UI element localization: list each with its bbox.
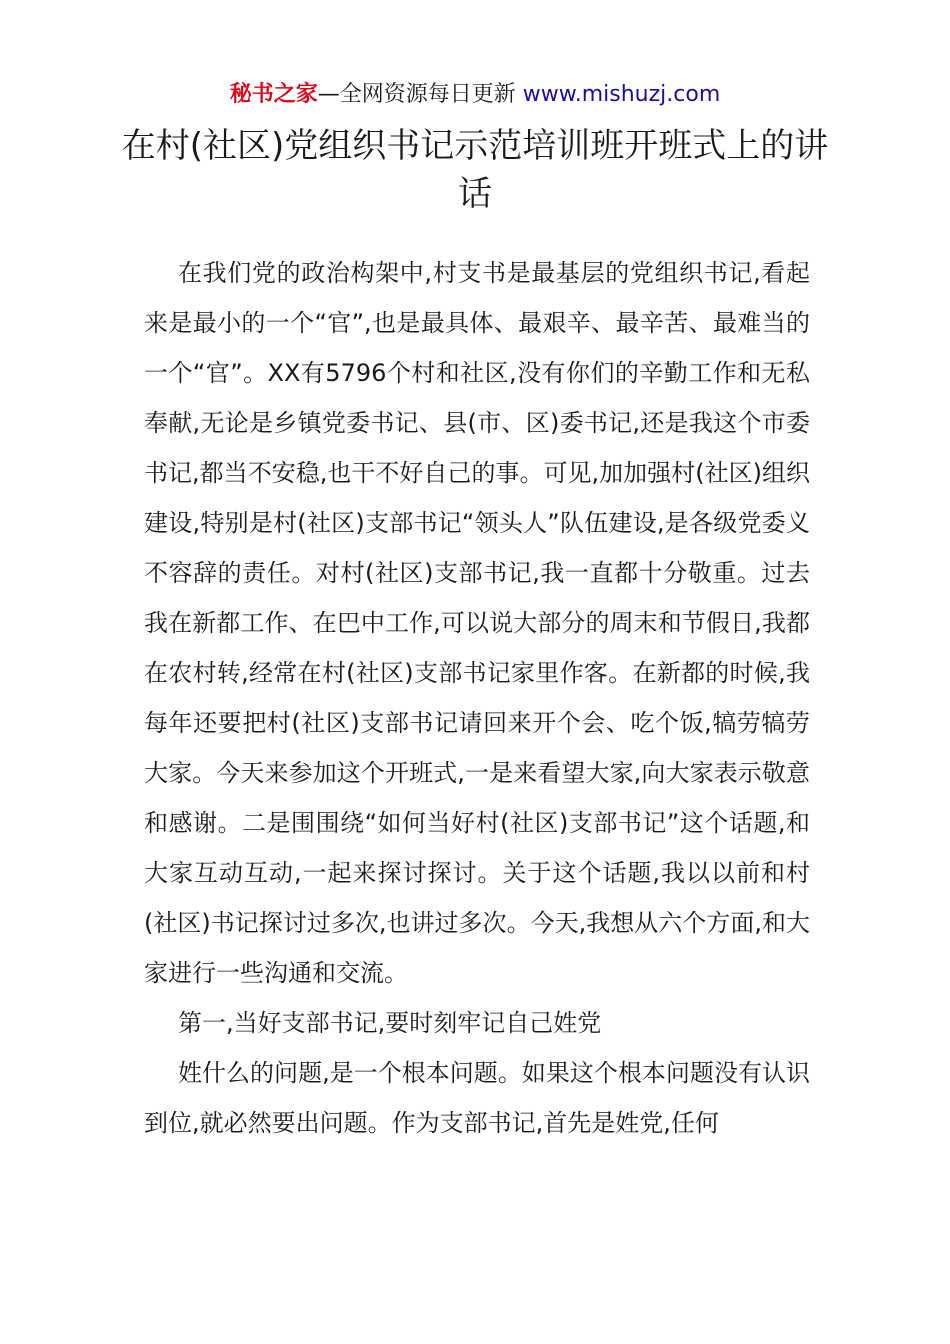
body-paragraph-intro: 在我们党的政治构架中,村支书是最基层的党组织书记,看起来是最小的一个“官”,也是最具体、最艰辛、最辛苦、最难当的一个“官”。XX有5796个村和社区,没有你们的辛勤工作和无私奉献,无论是乡镇党委书记、县(市、区)委书记,还是我这个市委书记,都当不安稳,也干不好自己的事。可见,加加强村(社区)组织建设,特别是村(社区)支部书记“领头人”队伍建设,是各级党委义不容辞的责任。对村(社区)支部书记,我一直都十分敬重。过去我在新都工作、在巴中工作,可以说大部分的周末和节假日,我都在农村转,经常在村(社区)支部书记家里作客。在新都的时候,我每年还要把村(社区)支部书记请回来开个会、吃个饭,犒劳犒劳大家。今天来参加这个开班式,一是来看望大家,向大家表示敬意和感谢。二是围围绕“如何当好村(社区)支部书记”这个话题,和大家互动互动,一起来探讨探讨。关于这个话题,我以以前和村(社区)书记探讨过多次,也讲过多次。今天,我想从六个方面,和大家进行一些沟通和交流。 [144, 259, 810, 987]
site-brand: 秘书之家 [229, 82, 318, 107]
body-paragraph-section-one: 姓什么的问题,是一个根本问题。如果这个根本问题没有认识到位,就必然要出问题。作为支部书记,首先是姓党,任何 [144, 1059, 810, 1137]
site-url-link[interactable]: www.mishuzj.com [522, 82, 721, 107]
site-header [0, 78, 950, 112]
section-heading-first: 第一,当好支部书记,要时刻牢记自己姓党 [178, 1009, 602, 1037]
document-body [144, 248, 810, 1148]
site-tagline: —全网资源每日更新 [317, 82, 523, 107]
document-title: 在村(社区)党组织书记示范培训班开班式上的讲话 [121, 126, 829, 214]
